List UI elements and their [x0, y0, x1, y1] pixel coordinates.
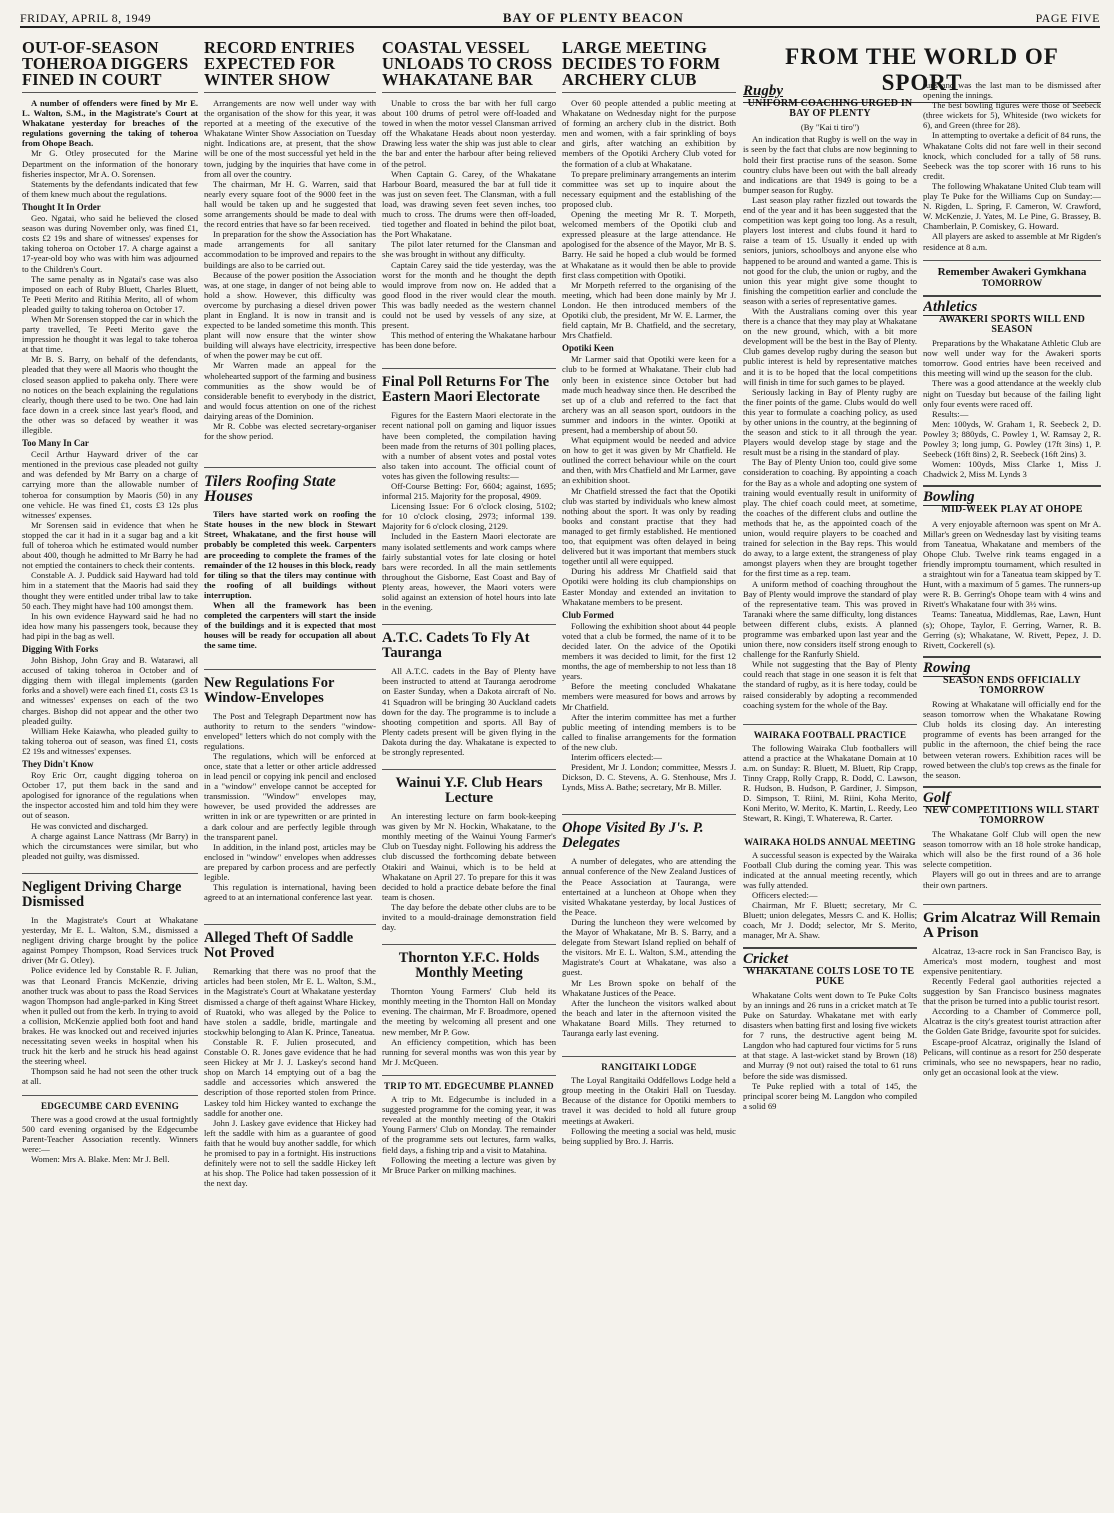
issue-date: FRIDAY, APRIL 8, 1949: [20, 11, 152, 25]
paragraph: After the interim committee has met a further public meeting of intending members is to be called to finalise arrangements for the formation of the new club.: [562, 711, 736, 752]
headline-winter-show: RECORD ENTRIES EXPECTED FOR WINTER SHOW: [204, 40, 376, 93]
paragraph: The best bowling figures were those of Seebeck (three wickets for 5), Whiteside (two wickets for 6), and Green (three for 28).: [923, 100, 1101, 131]
section-athletics: [923, 295, 1101, 315]
paragraph: Thornton Young Farmers' Club held its monthly meeting in the Thornton Hall on Monday evening. The chairman, Mr F. Broadmore, opened the meeting by welcoming all present and one new member, Mr P. Gow.: [382, 986, 556, 1037]
paragraph: The pilot later returned for the Clansman and she was brought in without any difficulty.: [382, 239, 556, 260]
subhead: They Didn't Know: [22, 759, 94, 769]
paragraph: President, Mr J. London; committee, Messrs J. Dickson, D. C. Stevens, A. G. Stenhouse, Mrs J. Lynds, Miss A. Bathe; secretary, Mr B. Miller.: [562, 762, 736, 793]
headline-archery: LARGE MEETING DECIDES TO FORM ARCHERY CLUB: [562, 40, 736, 93]
headline-golf-competitions: NEW COMPETITIONS WILL START TOMORROW: [924, 804, 1100, 826]
subhead: Digging With Forks: [22, 643, 99, 654]
headline-edgecumbe-trip: TRIP TO MT. EDGECUMBE PLANNED: [382, 1075, 556, 1091]
headline-wairaka-meeting: WAIRAKA HOLDS ANNUAL MEETING: [744, 836, 916, 847]
paragraph: The regulations, which will be enforced at once, state that a letter or other article addressed in lead pencil or copying ink pencil and enclosed in a "window" envelope cannot be accepted for transmission. "Window" envelopes may, however, be used provided the addresses are written in ink or are typewritten or are printed in a dark colour and are perfectly legible through the transparent panel.: [204, 750, 376, 842]
paragraph: Thompson said he had not seen the other truck at all.: [22, 1066, 198, 1087]
paragraph: Cecil Arthur Hayward driver of the car mentioned in the previous case pleaded not guilty and was defended by Mr Barry on a charge of carrying more than the allowable number of toheroa for consumption by Maoris (50) in any one vehicle. He was fined £1, costs £3 12s plus witnesses' expenses.: [22, 449, 198, 520]
headline-window-envelopes: New Regulations For Window-Envelopes: [204, 669, 376, 706]
paragraph: What equipment would be needed and advice on how to get it was given by Mr Chatfield. He outlined the correct behaviour while on the court and then, with Mrs Chatfield and Mr Larmer, gave an exhibition shoot.: [562, 435, 736, 486]
paragraph: An interesting lecture on farm book-keeping was given by Mr N. Hockin, Whakatane, to the monthly meeting of the Wainui Young Farmer's Club on Tuesday night. Following his address the club discussed the forthcoming debate between Otakiri and Wainui, which is to be held at Whakatane on April 27. To prepare for this it was decided to hold a practice debate before the final team is chosen.: [382, 811, 556, 902]
headline-ohope-delegates: Ohope Visited By J's. P. Delegates: [562, 814, 736, 851]
subhead: Club Formed: [562, 609, 614, 620]
headline-colts-lose: WHAKATANE COLTS LOSE TO TE PUKE: [745, 965, 915, 987]
paragraph: There was a good attendance at the weekly club night on Tuesday but because of the failing light only four events were raced off.: [923, 378, 1101, 409]
paragraph: Mr Morpeth referred to the organising of the meeting, which had been done mainly by Mr J. London. He then introduced members of the Opotiki club, the president, Mr W. E. Larmer, the field captain, Mr B. Chatfield, and the secretary, Mrs Chatfield.: [562, 279, 736, 341]
column-2: [204, 34, 376, 1506]
headline-saddle-theft: Alleged Theft Of Saddle Not Proved: [204, 924, 376, 961]
paragraph: Statements by the defendants indicated that few of them knew much about the regulations.: [22, 178, 198, 199]
paragraph: The chairman, Mr H. G. Warren, said that nearly every square foot of the 9000 feet in the hall would be taken up and he suggested that some arrangements should be made to deal with the record entries that have so far been received.: [204, 178, 376, 230]
headline-midweek-play: MID-WEEK PLAY AT OHOPE: [941, 504, 1083, 516]
paragraph: The Whakatane Golf Club will open the new season tomorrow with an 18 hole stroke handicap, which will also be the first round of a 36 hole selecte competition.: [923, 829, 1101, 870]
paragraph: When Mr Sorensen stopped the car in which the party travelled, Te Peeti Merito gave the impression he thought it was legal to take toheroa at that time.: [22, 313, 198, 355]
paragraph: A charge against Lance Nattrass (Mr Barry) in which the circumstances were similar, but who pleaded not guilty, was dismissed.: [22, 830, 198, 861]
column-6: [923, 80, 1101, 1506]
paragraph: Alcatraz, 13-acre rock in San Francisco Bay, is America's most modern, toughest and most expensive penitentiary.: [923, 945, 1101, 976]
paragraph: Figures for the Eastern Maori electorate in the recent national poll on gaming and liquor issues have been completed, the compilation having been made from the returns of 301 polling places, with a number of absent votes and postal votes also taken into account. The official count of votes has given the following results:—: [382, 410, 556, 481]
paragraph: Included in the Eastern Maori electorate are many isolated settlements and work camps where fairly substantial votes for late closing or hotel bars were recorded. In all the main settlements throughout the Gisborne, East Coast and Bay of Plenty areas, however, the Maori voters were solid against an extension of hotel hours into late in the evening.: [382, 531, 556, 613]
paragraph: Captain Carey said the tide yesterday, was the worst for the month and he thought the depth would improve from now on. He added that a good flood in the river would clear the mouth. This was badly needed as the western channel could not be used by vessels of any size, at present.: [382, 259, 556, 331]
headline-wainui: Wainui Y.F. Club Hears Lecture: [382, 769, 556, 806]
headline-rangitaiki-lodge: RANGITAIKI LODGE: [562, 1056, 736, 1072]
paragraph: Preparations by the Whakatane Athletic Club are now well under way for the Awakeri sports tomorrow. Good entries have been received and this meeting will wind up the season for the club.: [923, 338, 1101, 379]
paragraph: The following Wairaka Club footballers will attend a practice at the Whakatane Domain at 10 a.m. on Sunday: R. Bluett, M. Bluett, Rip Crapp, Tinny Crapp, Rolly Crapp, R. Dodd, C. Lawson, R. Hudson, B. Hudson, P. Gardiner, J. Simpson, D. Simpson, T. Riini, M. Riini, Koha Merito, Koni Merito, W. Merito, K. Martin, L. Reedy, Leo Stewart, R. Kingi, T. Whaterewa, R. Carter.: [743, 742, 917, 824]
paragraph: John J. Laskey gave evidence that Hickey had left the saddle with him as a guarantee of good faith that he would buy another saddle, for which he promised to pay in a fortnight. His instructions definitely were not to sell the saddle Hickey left at his shop. The Police had taken possession of it the next day.: [204, 1117, 376, 1189]
page-number: PAGE FIVE: [1035, 11, 1100, 25]
headline-wairaka-practice: WAIRAKA FOOTBALL PRACTICE: [743, 724, 917, 740]
headline-uniform-coaching: UNIFORM COACHING URGED IN BAY OF PLENTY: [747, 98, 913, 120]
paragraph: According to a Chamber of Commerce poll, Alcatraz is the city's greatest tourist attraction after the Golden Gate Bridge, favourite spot for suicides.: [923, 1006, 1101, 1037]
paragraph: During his address Mr Chatfield said that Opotiki were holding its club championships on Easter Monday and extended an invitation to Whakatane members to be present.: [562, 566, 736, 607]
paragraph: After the luncheon the visitors walked about the beach and later in the afternoon visited the Whakatane Board Mills. They returned to Tauranga early last evening.: [562, 997, 736, 1038]
section-rowing: [923, 656, 1101, 676]
paragraph: During the luncheon they were welcomed by the Mayor of Whakatane, Mr B. S. Barry, and a delegate from Stewart Island replied on behalf of the visitors. Mr E. L. Walton, S.M., attending the Magistrate's Court at Whakatane, was also a guest.: [562, 916, 736, 978]
paragraph: Women: 100yds, Miss Clarke 1, Miss J. Chadwick 2, Miss M. Lynds 3: [923, 459, 1101, 480]
paragraph: Chairman, Mr F. Bluett; secretary, Mr C. Bluett; union delegates, Messrs C. and K. Hollis; coach, Mr J. Dodd; selector, Mr S. Merito, manager, Mr A. Shaw.: [743, 900, 917, 941]
paragraph: All players are asked to assemble at Mr Rigden's residence at 8 a.m.: [923, 231, 1101, 252]
paragraph: Women: Mrs A. Blake. Men: Mr J. Bell.: [31, 1154, 170, 1164]
paragraph: The same penalty as in Ngatai's case was also imposed on each of Ruby Bluett, Charles Bluett, Te Peeti Merito and Ritihia Merito, all of whom pleaded guilty to taking toheroa on October 17.: [22, 273, 198, 314]
section-bowling: [923, 485, 1101, 506]
lead-paragraph: A number of offenders were fined by Mr E. L. Walton, S.M., in the Magistrate's Court at Whakatane yesterday for breaches of the regulations governing the taking of toheroa from Ohope Beach.: [22, 98, 198, 149]
paragraph: Arrangements are now well under way with the organisation of the show for this year, it was reported at a meeting of the executive of the Whakatane Winter Show Association on Tuesday night. Indications are, at present, that the show will be one of the most successful yet held in the town, judging by the inquiries that have come in from all over the country.: [204, 98, 376, 179]
paragraph: Constable R. F. Julien prosecuted, and Constable O. R. Jones gave evidence that he had seen Hickey at Mr J. J. Laskey's second hand shop on March 14 emptying out of a bag the saddle and accessories which answered the description of those reported stolen from Prince. Laskey told him Hickey wanted to exchange the saddle for another one.: [204, 1036, 376, 1118]
paragraph: In attempting to overtake a deficit of 84 runs, the Whakatane Colts did not fare well in their second knock, which concluded for a tally of 58 runs. Seebeck was the top scorer with 16 runs to his credit.: [923, 130, 1101, 181]
paragraph: Mr B. S. Barry, on behalf of the defendants, pleaded that they were all Maoris who thought the closed season applied to pakeha only. There were no notices on the beach explaining the regulations clearly, though there used to be two. One had lain face down in a creek since last year's flood, and the other was so defaced by weather it was illegible.: [22, 354, 198, 435]
paragraph: He was convicted and discharged.: [31, 820, 149, 831]
headline-negligent-driving: Negligent Driving Charge Dismissed: [22, 873, 198, 910]
paragraph: Roy Eric Orr, caught digging toheroa on October 17, put them back in the sand and apologised for ignorance of the regulations when the inspector accosted him and told him they were out of season.: [22, 770, 198, 821]
paragraph: This method of entering the Whakatane harbour has been done before.: [382, 330, 556, 351]
paragraph: The day before the debate other clubs are to be invited to a mould-drainage demonstration field day.: [382, 901, 556, 933]
newspaper-title: BAY OF PLENTY BEACON: [502, 10, 684, 25]
paragraph: A successful season is expected by the Wairaka Football Club during the coming year. This was indicated at the annual meeting recently, which was fully attended.: [743, 849, 917, 890]
section-cricket-label: Cricket: [743, 950, 788, 967]
paragraph: The Post and Telegraph Department now has authority to return to the senders "window-enveloped" letters which do not comply with the regulations.: [204, 710, 376, 751]
headline-thornton: Thornton Y.F.C. Holds Monthly Meeting: [382, 944, 556, 981]
paragraph: There was a good crowd at the usual fortnightly 500 card evening organised by the Edgecumbe Parent-Teacher Association recently. Winners were:—: [22, 1113, 198, 1154]
paragraph: A uniform method of coaching throughout the Bay of Plenty would improve the standard of play of the representative team. This was proved in Taranaki where the same difficulty, long distances between different clubs, exists. A planned programme was embarked upon last year and the union there, now considers itself strong enough to challenge for the Ranfurly Shield.: [743, 578, 917, 660]
paragraph: Off-Course Betting: For, 6604; against, 1695; informal 215. Majority for the proposal, 4909.: [382, 481, 556, 502]
paragraph: Tilers have started work on roofing the State houses in the new block in Stewart Street, Whakatane, and the first house will probably be completed this week. Carpenters are proceeding to complete the frames of the remainder of the 12 houses in this block, ready for tiling so that the tilers may continue with the roofing of all buildings without interruption.: [204, 509, 376, 600]
paragraph: Following the meeting a social was held, music being supplied by Bro. J. Harris.: [562, 1125, 736, 1146]
headline-coastal-vessel: COASTAL VESSEL UNLOADS TO CROSS WHAKATANE BAR: [382, 40, 556, 93]
section-golf-label: Golf: [923, 789, 951, 806]
paragraph: Over 60 people attended a public meeting at Whakatane on Wednesday night for the purpose of forming an archery club in the district. Both men and women, with a fair sprinkling of boys and girls, after watching an exhibition by members of the Opotiki Archery Club voted for the formation of a club at Whakatane.: [562, 98, 736, 169]
paragraph: Police evidence led by Constable R. F. Julian, was that Leonard Francis McKenzie, driving another truck was about to pass the Road Services wagon Thompson had angle-parked in King Street when it pulled out from the kerb. In trying to avoid a collision, McKenzie applied both foot and hand brakes. He was knocked out and received injuries necessitating seven weeks in hospital when his truck hit the kerb and he struck his head against the steering wheel.: [22, 965, 198, 1067]
paragraph: Following the meeting a lecture was given by Mr Bruce Parker on milking machines.: [382, 1154, 556, 1175]
paragraph: The Bay of Plenty Union too, could give some consideration to coaching. By appointing a coach for the Bay as a whole and adopting one system of training would eventually result in uniformity of play. The chief coach could meet, at sometime, the coaches of the different clubs and outline the methods that he, as the appointed coach of the union, would require players to be coached and trained for selection in the Bay reps. This would do away, to a large extent, the strangeness of play amongst players when they are brought together for the first time as a rep. team.: [743, 457, 917, 579]
section-cricket: [743, 947, 917, 967]
paragraph: The following Whakatane United Club team will play Te Puke for the Williams Cup on Sunday:— N. Rigden, L. Spring, F. Cameron, W. Crawford, W. McKenzie, J. Yates, M. Le Pine, G. Brassey, B. Chamberlain, P. Comiskey, G. Howard.: [923, 180, 1101, 232]
paragraph: Mr Chatfield stressed the fact that the Opotiki club was started by individuals who knew almost nothing about the sport. It was only by reading books and constant practise that they had managed to get firmly established. He mentioned too, that equipment was often delayed in being delivered but it was important that members stuck together until all were equipped.: [562, 485, 736, 567]
paragraph: A very enjoyable afternoon was spent on Mr A. Millar's green on Wednesday last by visiting teams from Taneatua, Whakatane and members of the Ohope Club. Twelve rink teams engaged in a friendly impromptu tournament, which resulted in a straightout win for a Taneatua team skipped by T. Hunt, with a maximum of 5 games. The runners-up were R. B. Gerring's Ohope team with 4 wins and Rivett's Whakatane four with 3½ wins.: [923, 518, 1101, 610]
sport-banner: FROM THE WORLD OF SPORT: [743, 44, 1101, 103]
headline-poll-returns: Final Poll Returns For The Eastern Maori Electorate: [382, 368, 556, 405]
paragraph: Rowing at Whakatane will officially end for the season tomorrow when the Whakatane Rowing Club holds its closing day. An interesting programme of events has been arranged for the public in the afternoon, the chief being the race between veteran rowers. Exhibition races will be rowed between the club's top crews as the finale for the season.: [923, 699, 1101, 780]
paragraph: Officers elected:—: [752, 890, 818, 901]
paragraph: Whakatane Colts went down to Te Puke Colts by an innings and 26 runs in a cricket match at Te Puke on Saturday. Whakatane met with early disasters when batting first and losing five wickets for 7 runs, the destructive agent being M. Langdon who had captured four victims for 5 runs at that stage. A last-wicket stand by Brown (18) and Murray (9 not out) raised the total to 61 runs before the side was dismissed.: [743, 989, 917, 1081]
paragraph: Players will go out in threes and are to arrange their own partners.: [923, 869, 1101, 890]
paragraph: In his own evidence Hayward said he had no idea how many his passengers took, because they had pipi in the bag as well.: [22, 610, 198, 641]
paragraph: This regulation is international, having been agreed to at an international conference last year.: [204, 882, 376, 903]
paragraph: Recently Federal gaol authorities rejected a suggestion by San Francisco business magnates that the prison be turned into a public tourist resort.: [923, 975, 1101, 1007]
paragraph: Before the meeting concluded Whakatane members were measured for bows and arrows by Mr Chatfield.: [562, 681, 736, 712]
paragraph: Geo. Ngatai, who said he believed the closed season was during November only, was fined £1, costs £2 19s and share of witnesses' expenses for taking toheroa on October 17. A charge against a 17-year-old boy who was with him was adjourned to the Children's Court.: [22, 213, 198, 274]
paragraph: An efficiency competition, which has been running for several months was won this year by Mr J. McQueen.: [382, 1036, 556, 1067]
paragraph: Results:—: [932, 408, 969, 419]
paragraph: In addition, in the inland post, articles may be enclosed in "window" envelopes when addresses are prepared by carbon process and are perfectly legible.: [204, 841, 376, 882]
paragraph: In the Magistrate's Court at Whakatane yesterday, Mr E. L. Walton, S.M., dismissed a negligent driving charge brought by the police against Pompey Thompson, Road Services truck driver (Mr G. Otley).: [22, 914, 198, 966]
subhead: Thought It In Order: [22, 201, 101, 212]
headline-awakeri-sports: AWAKERI SPORTS WILL END SEASON: [938, 313, 1086, 335]
subhead: Too Many In Car: [22, 438, 89, 449]
paragraph: Men: 100yds, W. Graham 1, R. Seebeck 2, D. Powley 3; 880yds, C. Powley 1, W. Ramsay 2, R. Powley 3; long jump, G. Powley (17ft 3ins) 1, P. Seebeck (16ft 8ins) 2, R. Seebeck (16ft 2ins) 3.: [923, 418, 1101, 460]
section-golf: [923, 786, 1101, 806]
headline-card-evening: EDGECUMBE CARD EVENING: [22, 1095, 198, 1111]
paragraph: Mr R. Cobbe was elected secretary-organiser for the show period.: [204, 421, 376, 442]
headline-atc-cadets: A.T.C. Cadets To Fly At Tauranga: [382, 624, 556, 661]
paragraph: In preparation for the show the Association has made arrangements for all sanitary accommodation to be improved and repairs to the buildings are also to be carried out.: [204, 229, 376, 270]
paragraph: John Bishop, John Gray and B. Watarawi, all accused of taking toheroa in October and of digging them with illegal implements (garden forks and a shovel) were each fined £1, costs £3 1s and witnesses' expenses on each of the two charges. Bishop did not appear and the other two pleaded guilty.: [22, 655, 198, 726]
subhead: Opotiki Keen: [562, 343, 614, 354]
byline: (By "Kai ti tiro"): [800, 122, 860, 133]
headline-tilers: Tilers Roofing State Houses: [204, 467, 376, 504]
paragraph: Seriously lacking in Bay of Plenty rugby are the finer points of the game. Clubs would do well this year to formulate a coaching policy, as used by other unions in the country, at the beginning of the season and stick to it all through the year. Players would develop stage by stage and the result must be a rising in the standard of play.: [743, 386, 917, 458]
paragraph: To prepare preliminary arrangements an interim committee was set up to inquire about the necessary equipment and the establishing of the proposed club.: [562, 168, 736, 209]
section-rugby: Rugby: [743, 83, 784, 99]
paragraph: runs and was the last man to be dismissed after opening the innings.: [923, 80, 1101, 101]
section-rowing-label: Rowing: [923, 659, 971, 676]
paragraph: Mr Les Brown spoke on behalf of the Whakatane Justices of the Peace.: [562, 977, 736, 998]
masthead: [20, 6, 1100, 28]
paragraph: Remarking that there was no proof that the articles had been stolen, Mr E. L. Walton, S.M., in the Magistrate's Court at Whakatane yesterday dismissed a charge of theft against Whare Hickey, of Ruatoki, who was alleged by the Police to have stolen a saddle, bridle, martingale and stockwhip belonging to Alan K. Prince, Taneatua.: [204, 966, 376, 1037]
column-4: [562, 34, 736, 1506]
paragraph: All A.T.C. cadets in the Bay of Plenty have been instructed to attend at Tauranga aerodrome on Easter Sunday, when a Dakota aircraft of No. 41 Squadron will be bringing 30 Auckland cadets down for the day. The programme is to include a shooting competition and sports. All Bay of Plenty cadets present will be given flying in the Dakota during the day. Whakatane is expected to be strongly represented.: [382, 666, 556, 757]
paragraph: Because of the power position the Association was, at one stage, in danger of not being able to hold a show. However, this difficulty was overcome by purchasing a diesel driven power plant in England. It is now in transit and is expected to be landed sometime this month. This plant will now ensure that the winter show building will always have electricity, irrespective of when the power may be cut off.: [204, 269, 376, 361]
paragraph: A trip to Mt. Edgecumbe is included in a suggested programme for the coming year, it was revealed at the monthly meeting of the Otakiri Young Farmers' Club on Monday. The remainder of the programme sets out lectures, farm walks, field days, a fishing trip and a visit to Matahina.: [382, 1094, 556, 1155]
paragraph: While not suggesting that the Bay of Plenty could reach that stage in one season it is felt that the standard of rugby, as it is here today, could be raised considerably by adopting a recommended coaching system for the whole of the Bay.: [743, 659, 917, 710]
paragraph: Mr Sorensen said in evidence that when he stopped the car it had in it a sugar bag and a kit full of toheroa which he estimated would number about 400, though he admitted to Mr Barry he had not emptied the containers to check their contents.: [22, 519, 198, 571]
paragraph: When all the framework has been completed the carpenters will start the inside of the buildings and it is expected that most houses will be ready for occupation all about the same time.: [204, 600, 376, 651]
headline-toheroa: OUT-OF-SEASON TOHEROA DIGGERS FINED IN COURT: [22, 40, 198, 93]
paragraph: Interim officers elected:—: [571, 752, 662, 762]
paragraph: William Heke Kaiawha, who pleaded guilty to taking toheroa out of season, was fined £1, costs £2 19s and witnesses' expenses.: [22, 725, 198, 756]
paragraph: Mr Larmer said that Opotiki were keen for a club to be formed at Whakatane. Their club had only been in existence since October but had made much headway since then. He described the set up of a club and referred to the fact that archery was an all season sport, outdoors in the summer and indoors in the winter. Opotiki at present, had a membership of about 50.: [562, 354, 736, 435]
gymkhana-notice: Remember Awakeri Gymkhana: [923, 260, 1101, 277]
paragraph: Mr Warren made an appeal for the wholehearted support of the farming and business communities as the show would be of considerable benefit to everybody in the district, and would focus attention on one of the richest dairying areas of the Dominion.: [204, 360, 376, 421]
paragraph: Constable A. J. Puddick said Hayward had told him in a statement that the Maoris had said they thought they were entitled under tribal law to take 50 each. They might have had 100 amongst them.: [22, 570, 198, 611]
paragraph: Te Puke replied with a total of 145, the principal scorer being M. Langdon who compiled a solid 69: [743, 1080, 917, 1111]
paragraph: Mr G. Otley prosecuted for the Marine Department on the information of the honorary fisheries inspector, Mr A. O. Sorensen.: [22, 148, 198, 179]
paragraph: Escape-proof Alcatraz, originally the Island of Pelicans, will continue as a resort for 250 desperate criminals, who see no newspapers, hear no radio, only get an occasional look at the view.: [923, 1036, 1101, 1077]
paragraph: Teams: Taneatua, Middlemas, Rae, Lawn, Hunt (s); Ohope, Taylor, F. Gerring, Warner, R. B. Gerring (s); Whakatane, W. Rivett, Pepez, J. D. Rivett, Cockerell (s).: [923, 609, 1101, 650]
paragraph: Following the exhibition shoot about 44 people voted that a club be formed, the name of it to be decided later. On the advice of the Opotiki members it was decided to limit, for the first 12 months, the age of membership to not less than 18 years.: [562, 620, 736, 682]
paragraph: When Captain G. Carey, of the Whakatane Harbour Board, measured the bar at full tide it was just on seven feet. The Clansman, with a full load, was drawing seven feet seven inches, too much to cross. The drums were then off-loaded, tied together and floated in behind the pilot boat, the Port Whakatane.: [382, 168, 556, 240]
paragraph: Unable to cross the bar with her full cargo about 100 drums of petrol were off-loaded and towed in when the motor vessel Clansman arrived off the Whakatane Heads about noon yesterday. Drawing less water the ship was just able to clear the bar and enter the harbour after being relieved of the petrol.: [382, 98, 556, 169]
headline-rowing-season: SEASON ENDS OFFICIALLY TOMORROW: [943, 674, 1081, 696]
column-5: [743, 80, 917, 1506]
section-bowling-label: Bowling: [923, 489, 975, 506]
paragraph: With the Australians coming over this year there is a chance that they may play at Whakatane on the new ground, which, with a bit more development will be the best in the Bay of Plenty. Club games develop rugby during the season but public interest is held by representative matches and it is to be hoped that the local competitions will finish in time for such games to be played.: [743, 305, 917, 387]
headline-alcatraz: Grim Alcatraz Will Remain A Prison: [923, 904, 1101, 941]
paragraph: Licensing Issue: For 6 o'clock closing, 5102; for 10 o'clock closing, 2973; informal 139. Majority for 6 o'clock closing, 2129.: [382, 501, 556, 532]
column-3: [382, 34, 556, 1506]
paragraph: Opening the meeting Mr R. T. Morpeth, welcomed members of the Opotiki club and expressed pleasure at the large attendance. He apologised for the absence of the Mayor, Mr B. S. Barry. He said he hoped a club would be formed at Whakatane as it would then be able to provide first class competition with Opotiki.: [562, 209, 736, 280]
paragraph: An indication that Rugby is well on the way in is seen by the fact that clubs are now beginning to hold their first practise runs of the season. Some country clubs have been out with the ball already and indications are that 1949 is going to be a bumper season for Rugby.: [743, 134, 917, 195]
section-athletics-label: Athletics: [923, 298, 978, 315]
paragraph: Last season play rather fizzled out towards the end of the year and it has been suggested that the competition was kept going too long. As a result, players lost interest and clubs found it hard to raise a team of 15. Usually it ended up with seniors, juniors, schoolboys and anyone else who happened to be around and wanted a game. This is not good for the club, the union or rugby, and the union this year might give some thought to finishing the competition earlier and conclude the season with a series of representative games.: [743, 194, 917, 306]
column-1: [22, 34, 198, 1506]
paragraph: A number of delegates, who are attending the annual conference of the New Zealand Justices of the Peace Association at Tauranga, were entertained at a luncheon at Ohope when they visited Whakatane yesterday, by local Justices of the Peace.: [562, 856, 736, 917]
gymkhana-notice-sub: TOMORROW: [981, 278, 1043, 289]
paragraph: The Loyal Rangitaiki Oddfellows Lodge held a group meeting in the Otakiri Hall on Tuesday. Because of the distance for Opotiki members to travel it was decided to hold all future group meetings at Awakeri.: [562, 1075, 736, 1126]
